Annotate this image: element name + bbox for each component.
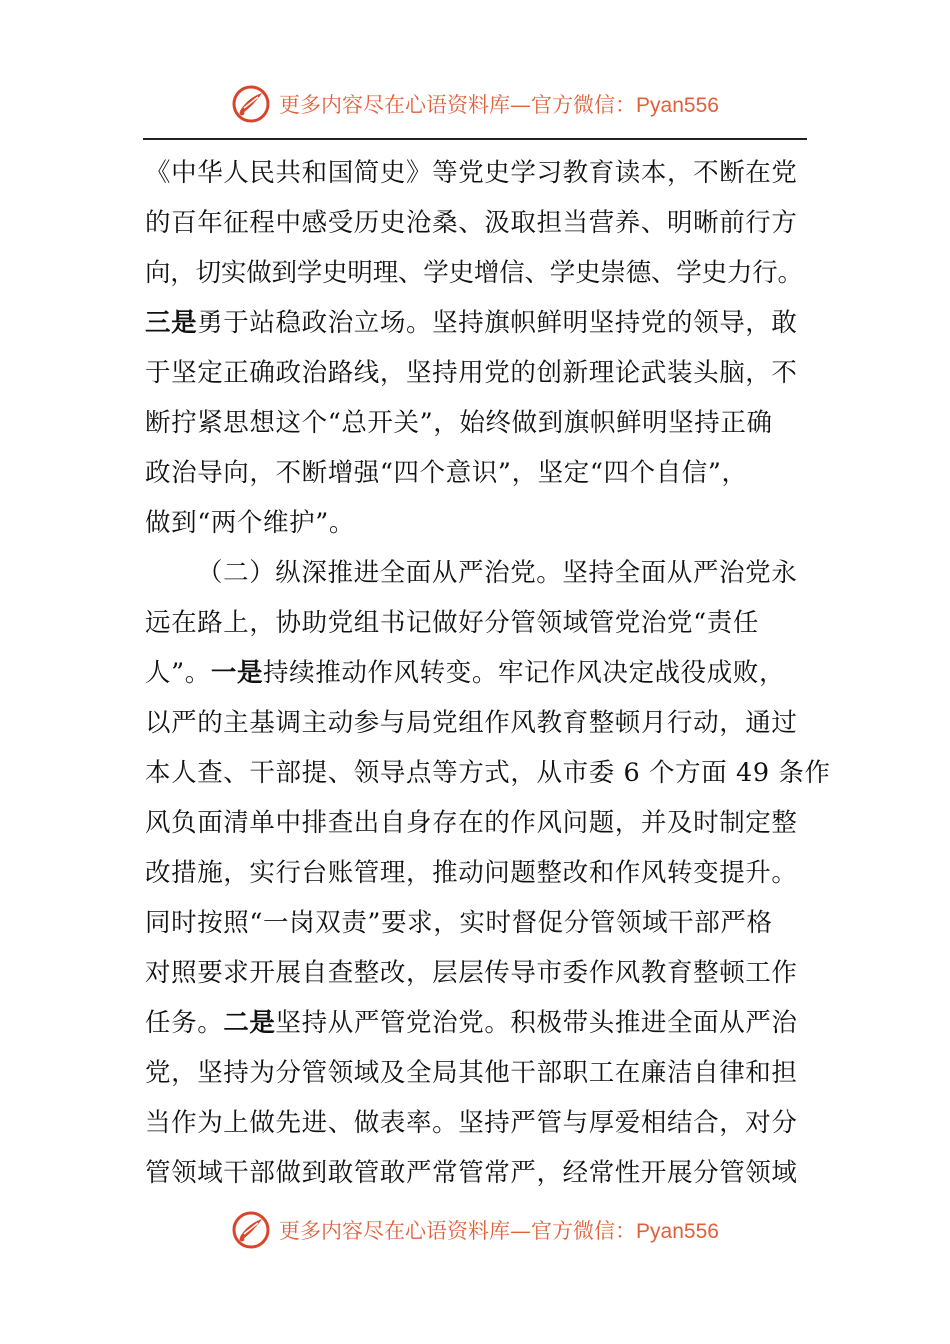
text-line: 政治导向，不断增强“四个意识”，坚定“四个自信”，	[145, 458, 748, 488]
text-line: 本人查、干部提、领导点等方式，从市委 6 个方面 49 条作	[145, 758, 831, 788]
text-line: 做到“两个维护”。	[145, 508, 355, 538]
text-line: 《中华人民共和国简史》等党史学习教育读本，不断在党	[145, 158, 798, 188]
text-line: 同时按照“一岗双责”要求，实时督促分管领域干部严格	[145, 908, 773, 938]
text-line: 对照要求开展自查整改，层层传导市委作风教育整顿工作	[145, 958, 798, 988]
text-line: 任务。二是坚持从严管党治党。积极带头推进全面从严治	[145, 1008, 798, 1038]
header-divider	[143, 138, 807, 140]
section-heading-line: （二）纵深推进全面从严治党。坚持全面从严治党永	[197, 558, 798, 588]
text-line: 远在路上，协助党组书记做好分管领域管党治党“责任	[145, 608, 759, 638]
text-line: 风负面清单中排查出自身存在的作风问题，并及时制定整	[145, 808, 798, 838]
text-line: 党，坚持为分管领域及全局其他干部职工在廉洁自律和担	[145, 1058, 798, 1088]
wechat-id: Pyan556	[636, 1220, 719, 1243]
text-line: 于坚定正确政治路线，坚持用党的创新理论武装头脑，不	[145, 358, 798, 388]
text-line: 三是勇于站稳政治立场。坚持旗帜鲜明坚持党的领导，敢	[145, 308, 798, 338]
ink-pen-logo-icon	[231, 84, 271, 124]
text-line: 向，切实做到学史明理、学史增信、学史崇德、学史力行。	[145, 258, 803, 288]
emphasis-label: 一是	[210, 658, 264, 688]
wechat-id: Pyan556	[636, 94, 719, 117]
emphasis-label: 二是	[223, 1008, 276, 1038]
text-line: 管领域干部做到敢管敢严常管常严，经常性开展分管领域	[145, 1158, 798, 1188]
footer-banner	[0, 1208, 950, 1252]
text-line: 以严的主基调主动参与局党组作风教育整顿月行动，通过	[145, 708, 798, 738]
text-line: 当作为上做先进、做表率。坚持严管与厚爱相结合，对分	[145, 1108, 798, 1138]
ink-pen-logo-icon	[231, 1210, 271, 1250]
emphasis-label: 三是	[145, 308, 198, 338]
text-line: 人”。一是持续推动作风转变。牢记作风决定战役成败，	[145, 658, 786, 688]
text-line: 断拧紧思想这个“总开关”，始终做到旗帜鲜明坚持正确	[145, 408, 773, 438]
document-body	[145, 148, 831, 1198]
text-line: 的百年征程中感受历史沧桑、汲取担当营养、明晰前行方	[145, 208, 798, 238]
text-line: 改措施，实行台账管理，推动问题整改和作风转变提升。	[145, 858, 798, 888]
banner-text: 更多内容尽在心语资料库—官方微信：Pyan556	[279, 1219, 719, 1243]
banner-text: 更多内容尽在心语资料库—官方微信：Pyan556	[279, 93, 719, 117]
header-banner	[0, 82, 950, 126]
